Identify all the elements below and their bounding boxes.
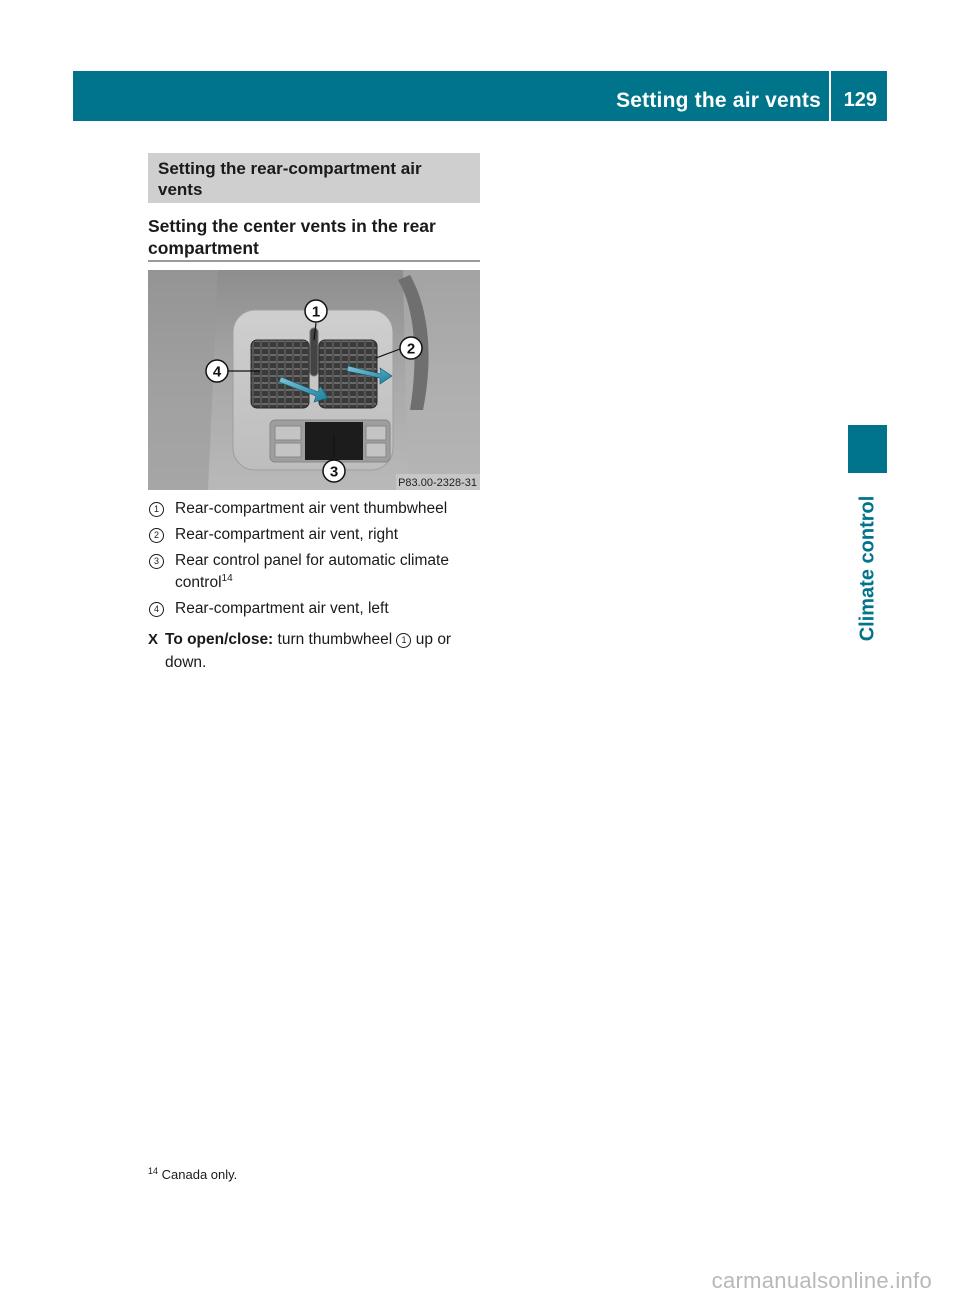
figure-legend — [148, 498, 483, 624]
page-header — [73, 71, 887, 121]
footnote-ref: 14 — [221, 573, 233, 584]
instruction-text: turn thumbwheel — [277, 631, 393, 648]
subheading: Setting the center vents in the rear compartment — [148, 216, 436, 258]
watermark: carmanualsonline.info — [711, 1268, 932, 1293]
instruction-text-after: up or down. — [165, 631, 452, 671]
legend-item — [148, 524, 483, 546]
header-title: Setting the air vents — [616, 89, 821, 112]
legend-item — [148, 498, 483, 520]
legend-text: Rear control panel for automatic climate control — [175, 552, 449, 591]
side-tab-label: Climate control — [856, 495, 879, 641]
svg-text:3: 3 — [329, 463, 339, 481]
heading-rule — [148, 260, 480, 262]
legend-item — [148, 598, 483, 620]
callout-number: 2 — [149, 528, 164, 543]
footnote — [148, 1167, 237, 1182]
svg-text:2: 2 — [406, 340, 416, 358]
side-tab-marker — [848, 425, 887, 473]
svg-text:4: 4 — [212, 363, 222, 381]
svg-text:P83.00-2328-31: P83.00-2328-31 — [398, 477, 477, 489]
callout-number: 1 — [149, 502, 164, 517]
callout-number: 4 — [149, 602, 164, 617]
footnote-text: Canada only. — [161, 1167, 238, 1182]
callout-number: 3 — [149, 554, 164, 569]
footnote-number: 14 — [148, 1166, 159, 1176]
rear-vents-photo — [148, 270, 480, 490]
svg-text:1: 1 — [311, 303, 321, 321]
page-number: 129 — [843, 89, 877, 111]
instruction-label: To open/close: — [165, 631, 274, 648]
legend-item — [148, 550, 483, 594]
header-divider — [829, 71, 831, 121]
section-heading: Setting the rear-compartment air vents — [148, 153, 480, 203]
legend-text: Rear-compartment air vent, left — [175, 600, 389, 617]
step-marker-icon: X — [148, 631, 159, 648]
instruction-step — [148, 628, 483, 674]
legend-text: Rear-compartment air vent, right — [175, 526, 399, 543]
legend-text: Rear-compartment air vent thumbwheel — [175, 500, 448, 517]
side-tab — [848, 473, 887, 663]
callout-ref: 1 — [396, 633, 411, 648]
